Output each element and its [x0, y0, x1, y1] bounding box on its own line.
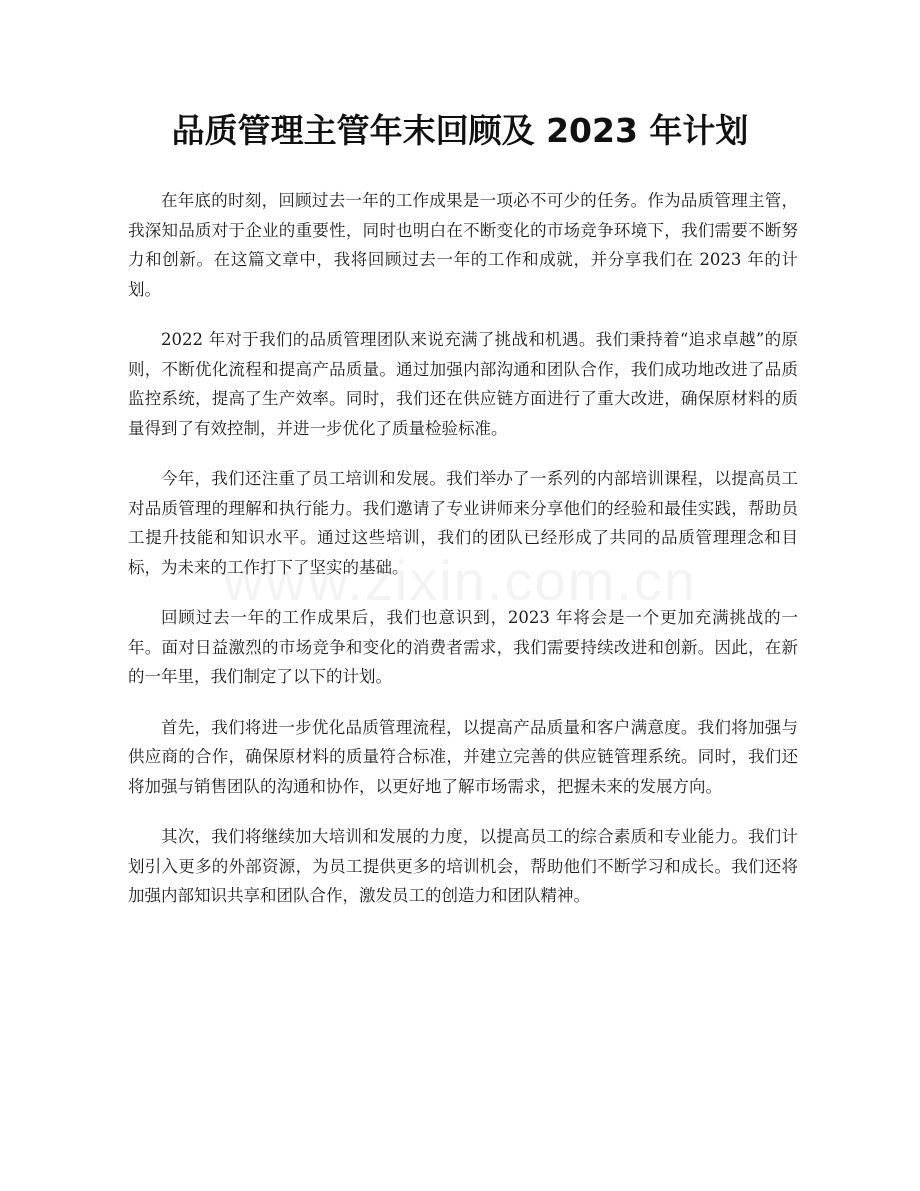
- page-title: 品质管理主管年末回顾及 2023 年计划: [171, 111, 749, 150]
- paragraph-4: 回顾过去一年的工作成果后，我们也意识到，2023 年将会是一个更加充满挑战的一年。面对日益激烈的市场竞争和变化的消费者需求，我们需要持续改进和创新。因此，在新的一年里，我们制定了以下的计划。: [128, 608, 798, 686]
- paragraph-1: 在年底的时刻，回顾过去一年的工作成果是一项必不可少的任务。作为品质管理主管，我深知品质对于企业的重要性，同时也明白在不断变化的市场竞争环境下，我们需要不断努力和创新。在这篇文章中，我将回顾过去一年的工作和成就，并分享我们在 2023 年的计划。: [128, 191, 798, 299]
- paragraph-6: 其次，我们将继续加大培训和发展的力度，以提高员工的综合素质和专业能力。我们计划引入更多的外部资源，为员工提供更多的培训机会，帮助他们不断学习和成长。我们还将加强内部知识共享和团队合作，激发员工的创造力和团队精神。: [128, 827, 798, 905]
- document-body: [128, 186, 798, 932]
- paragraph-5: 首先，我们将进一步优化品质管理流程，以提高产品质量和客户满意度。我们将加强与供应商的合作，确保原材料的质量符合标准，并建立完善的供应链管理系统。同时，我们还将加强与销售团队的沟通和协作，以更好地了解市场需求，把握未来的发展方向。: [128, 717, 798, 796]
- paragraph-2: 2022 年对于我们的品质管理团队来说充满了挑战和机遇。我们秉持着“追求卓越”的原则，不断优化流程和提高产品质量。通过加强内部沟通和团队合作，我们成功地改进了品质监控系统，提高了生产效率。同时，我们还在供应链方面进行了重大改进，确保原材料的质量得到了有效控制，并进一步优化了质量检验标准。: [128, 330, 798, 438]
- paragraph-3: 今年，我们还注重了员工培训和发展。我们举办了一系列的内部培训课程，以提高员工对品质管理的理解和执行能力。我们邀请了专业讲师来分享他们的经验和最佳实践，帮助员工提升技能和知识水平。通过这些培训，我们的团队已经形成了共同的品质管理理念和目标，为未来的工作打下了坚实的基础。: [128, 469, 798, 577]
